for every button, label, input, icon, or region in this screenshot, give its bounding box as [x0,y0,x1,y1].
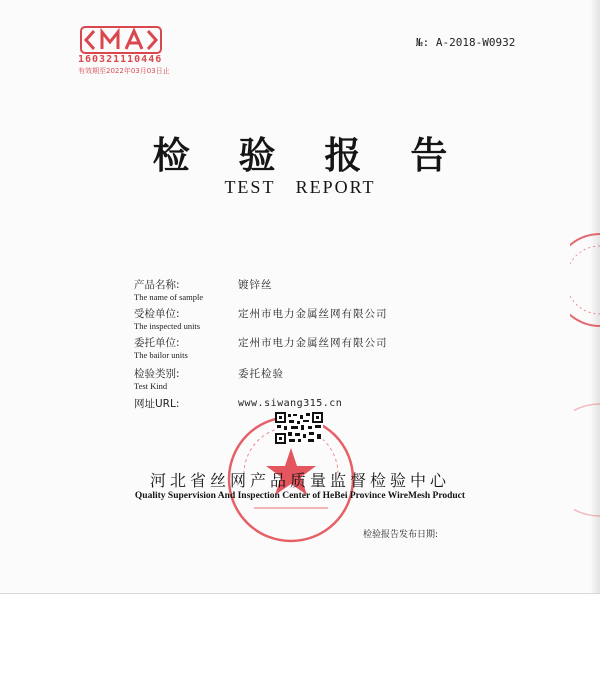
cma-validity: 有效期至2022年03月03日止 [78,67,170,75]
edge-seal-top-icon [570,232,600,328]
edge-seal-bottom-icon [574,400,600,520]
field-value-bailor-unit: 定州市电力金属丝网有限公司 [238,337,388,349]
organization-name-en: Quality Supervision And Inspection Center of HeBei Province WireMesh Product [134,491,466,501]
field-label-en: The inspected units [134,321,201,331]
title-chinese: 检 验 报 告 [152,133,466,177]
field-label-en: The bailor units [134,350,188,360]
field-label-en: Test Kind [134,381,168,391]
cma-cert-number: 160321110446 [78,54,163,65]
field-value-sample-name: 镀锌丝 [238,279,273,291]
field-bailor-unit [134,335,188,360]
field-sample-name [134,277,203,302]
field-test-kind [134,366,180,391]
field-value-inspected-unit: 定州市电力金属丝网有限公司 [238,308,388,320]
field-inspected-unit [134,306,200,331]
issue-date-label: 检验报告发布日期: [363,530,439,540]
organization-name-cn: 河北省丝网产品质量监督检验中心 [149,471,450,490]
field-label-en: The name of sample [134,292,204,302]
report-number: №: A-2018-W0932 [416,36,516,49]
field-value-url[interactable]: www.siwang315.cn [238,398,343,409]
field-label-cn: 产品名称: [134,279,180,291]
field-label-cn: 受检单位: [134,308,180,320]
cma-logo-icon [80,26,162,54]
title-english: TEST REPORT [224,177,376,197]
field-value-test-kind: 委托检验 [238,368,284,380]
field-url [134,396,179,411]
field-label-cn: 网址URL: [134,398,180,410]
field-label-cn: 委托单位: [134,337,180,349]
qr-code-icon[interactable] [275,412,323,444]
field-label-cn: 检验类别: [134,368,180,380]
